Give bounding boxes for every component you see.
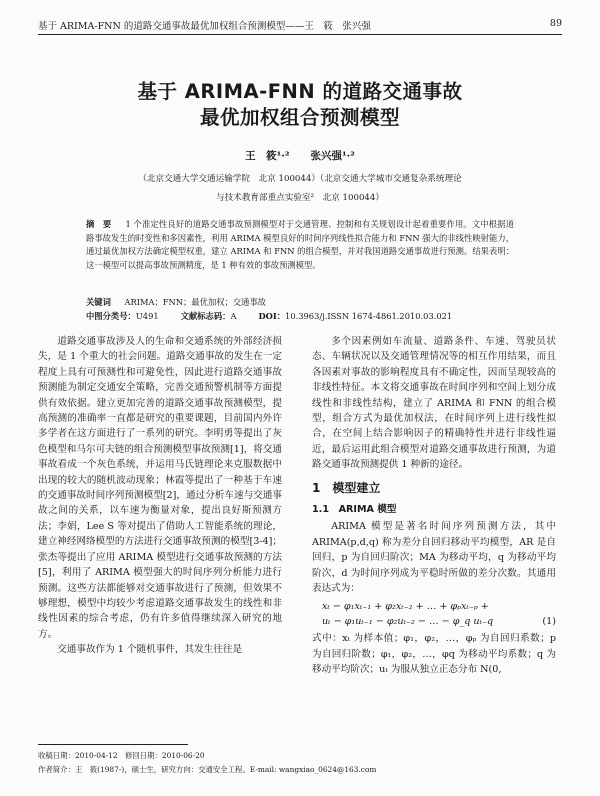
paper-title-line1: 基于 ARIMA-FNN 的道路交通事故 [137,80,463,103]
keywords-text: ARIMA；FNN；最优加权；交通事故 [124,297,267,307]
abstract-label: 摘 要 [86,219,112,229]
right-column [312,334,556,678]
abstract-text: 1 个准定性良好的道路交通事故预测模型对于交通管理、控制和有关规划设计起着重要作用。文中根据道路事故发生的时变性和多因素性，利用 ARIMA 模型良好的时间序列线性拟合能力和 FNN 强大的非线性映射能力，通过最优加权方法确定模型权重，建立 ARIMA 和 FNN 的组合模型，并对我国道路交通事故进行预测。结果表明：这一模型可以提高事故预测精度，是 1 种有效的事故预测模型。 [86,219,515,270]
affiliation-line1: （北京交通大学交通运输学院 北京 100044）（北京交通大学城市交通复杂系统理论 [138,174,462,184]
doc-code-label: 文献标志码： [180,311,231,321]
equation-line-1: xₜ − φ₁xₜ₋₁ + φ₂xₜ₋₂ + … + φₚxₜ₋ₚ + [322,600,489,612]
doi-label: DOI： [258,311,286,321]
equation-number: (1) [542,615,556,627]
keywords [86,296,514,308]
footnote-author-info: 作者简介：王 筱(1987-)，硕士生，研究方向：交通安全工程。E-mail: wangxiao_0624@163.com [38,765,377,774]
abstract [86,218,514,272]
left-column [38,334,282,658]
classification-line [86,310,514,322]
clc-value: U491 [135,311,159,321]
affiliation-line2: 与技术教育部重点实验室² 北京 100044） [216,193,384,203]
intro-paragraph-2: 交通事故作为 1 个随机事件，其发生往往是 [57,644,243,656]
paper-title-line2: 最优加权组合预测模型 [199,106,400,129]
running-header [38,18,562,35]
running-title: 基于 ARIMA-FNN 的道路交通事故最优加权组合预测模型——王 筱 张兴强 [38,21,371,32]
footnote-dates: 收稿日期：2010-04-12 修回日期：2010-06-20 [38,751,205,760]
section-heading-1: 1 模型建立 [312,480,381,495]
arima-paragraph: ARIMA 模型是著名时间序列预测方法，其中 ARIMA(p,d,q) 称为差分自回归移动平均模型，AR 是自回归，p 为自回归阶次；MA 为移动平均，q 为移动平均阶次，d 为时间序列成为平稳时所做的差分次数。其通用表达式为： [312,521,556,595]
doi-value: 10.3963/j.ISSN 1674-4861.2010.03.021 [285,311,453,321]
page-number: 89 [549,18,562,29]
footnote-rule [38,744,188,745]
clc-label: 中图分类号： [86,311,136,321]
section-heading-1-1: 1.1 ARIMA 模型 [312,504,397,516]
intro-paragraph-1: 道路交通事故涉及人的生命和交通系统的外部经济损失，是 1 个重大的社会问题。道路交通事故的发生在一定程度上具有可预测性和可避免性，因此进行道路交通事故预测能为制定交通安全策略，完善交通预警机制等方面提供有效依据。建立更加完善的道路交通事故预测模型，提高预测的准确率一直都是研究的重要课题，目前国内外许多学者在这方面进行了一系列的研究。李明勇等提出了灰色模型和马尔可夫链的组合预测模型事故预测[1]，将交通事故看成一个灰色系统，并运用马氏链理论来克服数据中出现的较大的随机波动现象；林霞等提出了一种基于车速的交通事故时间序列预测模型[2]，通过分析车速与交通事故之间的关系，以车速为衡量对象，提出良好斯预测方法；李娟，Lee S 等对提出了借助人工智能系统的理论，建立神经网络模型的方法进行交通事故预测的模型[3-4]；张杰等提出了应用 ARIMA 模型进行交通事故预测的方法[5]，利用了 ARIMA 模型强大的时间序列分析能力进行预测。这些方法都能够对交通事故进行了预测，但效果不够理想，模型中均较少考虑道路交通事故发生的线性和非线性因素的综合考虑，仍有许多值得继续深入研究的地方。 [38,336,282,640]
intro-paragraph-3: 多个因素例如车流量、道路条件、车速、驾驶员状态、车辆状况以及交通管理情况等的相互作用结果，而且各因素对事故的影响程度具有不确定性，因而呈现较高的非线性特征。本文将交通事故在时间序列和空间上划分成线性和非线性结构，建立了 ARIMA 和 FNN 的组合模型，组合方式为最优加权法，在时间序列上进行线性拟合，在空间上结合影响因子的精确特性并进行非线性逼近，最后运用此组合模型对道路交通事故进行预测，为道路交通事故预测提供 1 种新的途径。 [312,336,556,471]
doc-code-value: A [230,311,237,321]
equation-explanation: 式中：xₜ 为样本值；φ₁，φ₂，…，φₚ 为自回归系数；p 为自回归阶数；φ₁，φ₂，…，φq 为移动平均系数；q 为移动平均阶次；uₜ 为服从独立正态分布 N(0, [312,633,556,676]
author-list: 王 筱¹·² 张兴强¹·² [245,150,355,162]
equation-line-2: uₜ − φ₁uₜ₋₁ − φ₂uₜ₋₂ − … − φ_q uₜ₋q [322,615,494,627]
equation-1 [312,599,556,630]
keywords-label: 关键词 [86,297,111,307]
